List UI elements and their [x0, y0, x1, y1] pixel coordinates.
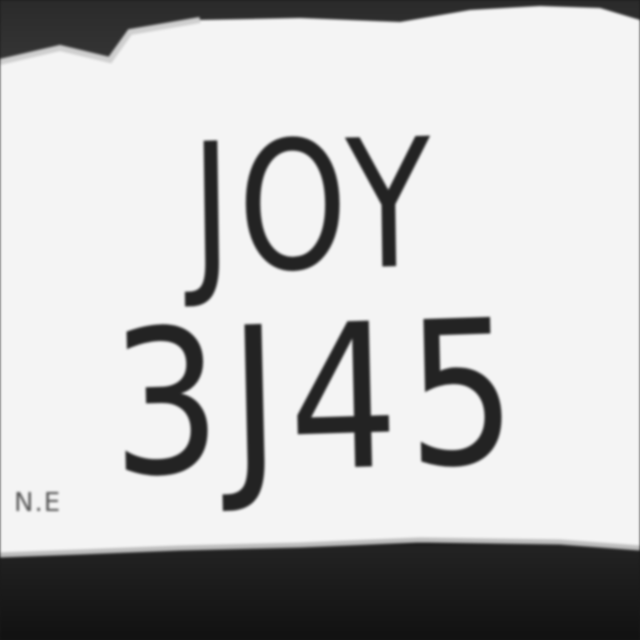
plate-line-2: 3J45: [108, 276, 528, 523]
plate-corner-mark: N.E: [14, 488, 62, 518]
plate-line-1: JOY: [189, 100, 439, 313]
